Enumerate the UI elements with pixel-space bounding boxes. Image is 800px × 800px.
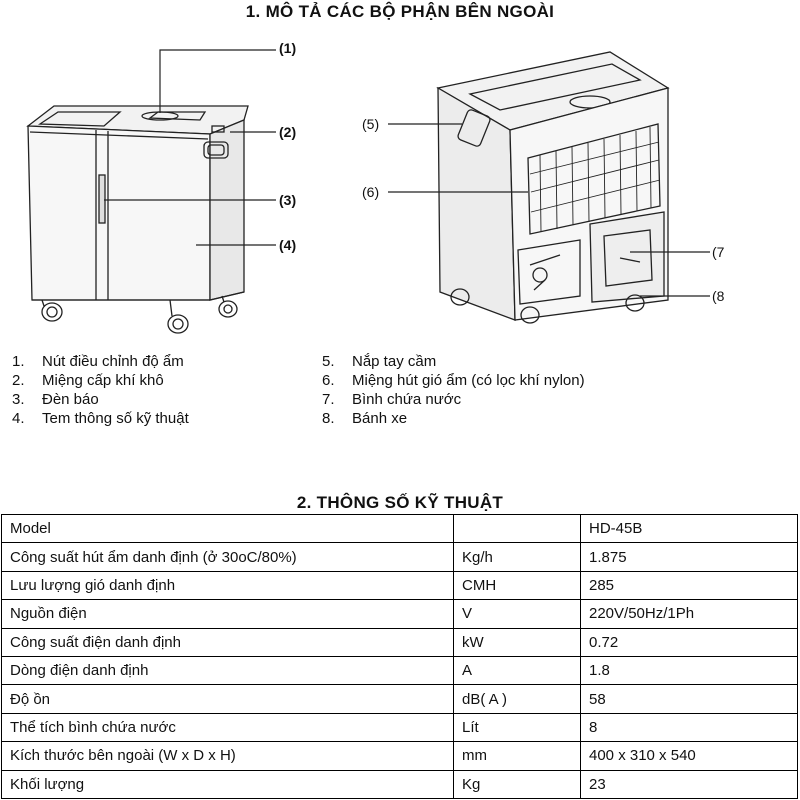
list-item: 3. Đèn báo: [12, 391, 99, 408]
list-item: 7. Bình chứa nước: [322, 391, 462, 408]
back-view-illustration: [355, 26, 725, 326]
table-row: Lưu lượng gió danh định CMH 285: [2, 571, 798, 599]
callout-4: (4): [279, 237, 297, 253]
table-row: Dòng điện danh định A 1.8: [2, 656, 798, 684]
callout-5: (5): [362, 116, 380, 132]
section-title-specs: 2. THÔNG SỐ KỸ THUẬT: [296, 493, 504, 512]
table-row: Độ ồn dB( A ) 58: [2, 685, 798, 713]
table-row: Công suất điện danh định kW 0.72: [2, 628, 798, 656]
parts-list-left: [12, 352, 189, 428]
parts-list-right: [322, 352, 585, 428]
callout-2: (2): [279, 124, 297, 140]
list-item: 8. Bánh xe: [322, 410, 408, 427]
callout-7: (7: [712, 244, 725, 260]
spec-table: [1, 514, 798, 799]
list-item: 1. Nút điều chỉnh độ ẩm: [12, 353, 184, 370]
table-row: Thể tích bình chứa nước Lít 8: [2, 713, 798, 741]
list-item: 2. Miệng cấp khí khô: [12, 372, 164, 389]
callout-1: (1): [279, 40, 297, 56]
section-title-parts: 1. MÔ TẢ CÁC BỘ PHẬN BÊN NGOÀI: [245, 2, 555, 21]
list-item: 6. Miệng hút gió ẩm (có lọc khí nylon): [322, 372, 585, 389]
table-row: Model HD-45B: [2, 515, 798, 543]
front-view-illustration: [0, 26, 330, 336]
table-row: Nguồn điện V 220V/50Hz/1Ph: [2, 600, 798, 628]
list-item: 5. Nắp tay cầm: [322, 353, 437, 370]
table-row: Công suất hút ẩm danh định (ở 30oC/80%) Kg/h 1.875: [2, 543, 798, 571]
callout-3: (3): [279, 192, 297, 208]
callout-8: (8: [712, 288, 725, 304]
table-row: Kích thước bên ngoài (W x D x H) mm 400 x 310 x 540: [2, 742, 798, 770]
callout-6: (6): [362, 184, 380, 200]
table-row: Khối lượng Kg 23: [2, 770, 798, 798]
list-item: 4. Tem thông số kỹ thuật: [12, 410, 189, 427]
